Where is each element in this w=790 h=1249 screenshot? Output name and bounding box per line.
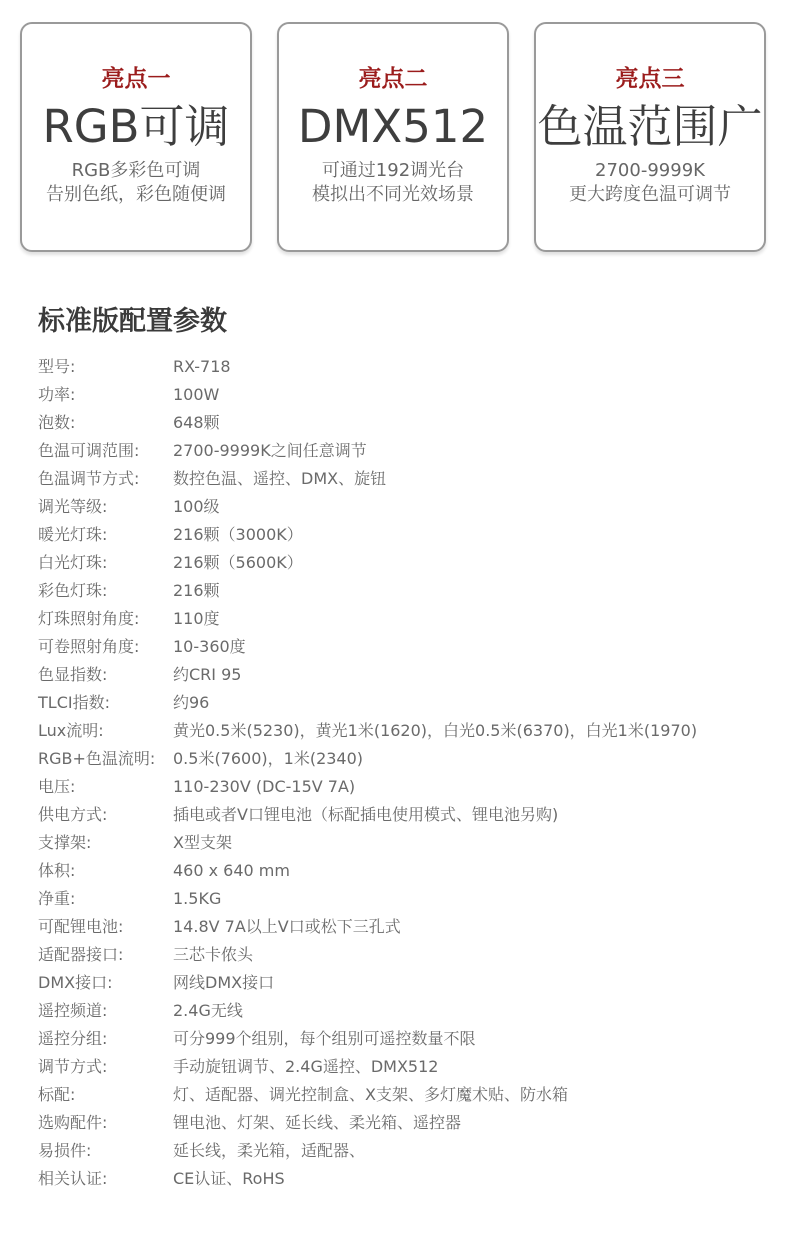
spec-value: 216颗（5600K） <box>173 553 303 572</box>
spec-label: 选购配件: <box>38 1113 108 1132</box>
spec-label: 功率: <box>38 385 76 404</box>
highlight-desc-line1: RGB多彩色可调 <box>71 160 201 181</box>
spec-label: 型号: <box>38 357 76 376</box>
spec-row <box>38 577 768 605</box>
spec-value: 约96 <box>173 693 210 712</box>
spec-value: 1.5KG <box>173 889 222 908</box>
highlight-tag: 亮点二 <box>358 66 428 92</box>
spec-row <box>38 521 768 549</box>
highlight-heading: RGB可调 <box>42 100 230 153</box>
spec-table <box>38 353 768 1193</box>
spec-value: 黄光0.5米(5230)，黄光1米(1620)，白光0.5米(6370)，白光1米(1970) <box>173 721 698 740</box>
spec-label: Lux流明: <box>38 721 104 740</box>
spec-row <box>38 913 768 941</box>
spec-value: 数控色温、遥控、DMX、旋钮 <box>173 469 387 488</box>
spec-row <box>38 1025 768 1053</box>
spec-label: 彩色灯珠: <box>38 581 108 600</box>
spec-label: 净重: <box>38 889 76 908</box>
spec-label: TLCI指数: <box>38 693 110 712</box>
spec-row <box>38 885 768 913</box>
spec-value: RX-718 <box>173 357 231 376</box>
spec-row <box>38 465 768 493</box>
spec-row <box>38 661 768 689</box>
spec-value: 110-230V (DC-15V 7A) <box>173 777 356 796</box>
spec-label: 暖光灯珠: <box>38 525 108 544</box>
spec-row <box>38 605 768 633</box>
spec-label: 可配锂电池: <box>38 917 124 936</box>
spec-value: 648颗 <box>173 413 220 432</box>
spec-row <box>38 717 768 745</box>
spec-row <box>38 1109 768 1137</box>
highlight-desc-line2: 告别色纸，彩色随便调 <box>46 184 226 205</box>
spec-value: 0.5米(7600)，1米(2340) <box>173 749 364 768</box>
highlight-desc-line2: 更大跨度色温可调节 <box>569 184 731 205</box>
spec-label: 调光等级: <box>38 497 108 516</box>
spec-value: 10-360度 <box>173 637 246 656</box>
spec-row <box>38 353 768 381</box>
spec-label: 可卷照射角度: <box>38 637 140 656</box>
spec-value: 灯、适配器、调光控制盒、X支架、多灯魔术贴、防水箱 <box>173 1085 568 1104</box>
spec-value: 2.4G无线 <box>173 1001 243 1020</box>
spec-row <box>38 549 768 577</box>
spec-value: 网线DMX接口 <box>173 973 275 992</box>
highlight-heading: 色温范围广 <box>537 100 763 153</box>
spec-value: 三芯卡侬头 <box>173 945 254 964</box>
spec-section-title: 标准版配置参数 <box>38 306 227 337</box>
spec-label: 灯珠照射角度: <box>38 609 140 628</box>
spec-label: 电压: <box>38 777 76 796</box>
spec-row <box>38 633 768 661</box>
spec-row <box>38 857 768 885</box>
highlight-heading: DMX512 <box>297 100 489 153</box>
highlight-desc-line2: 模拟出不同光效场景 <box>312 184 474 205</box>
highlight-card-dmx <box>277 22 509 252</box>
spec-row <box>38 1081 768 1109</box>
highlight-card-rgb <box>20 22 252 252</box>
spec-row <box>38 829 768 857</box>
spec-row <box>38 1053 768 1081</box>
spec-value: 可分999个组别，每个组别可遥控数量不限 <box>173 1029 476 1048</box>
spec-label: 遥控频道: <box>38 1001 108 1020</box>
spec-value: 插电或者V口锂电池（标配插电使用模式、锂电池另购) <box>173 805 559 824</box>
spec-row <box>38 969 768 997</box>
spec-value: 约CRI 95 <box>173 665 242 684</box>
spec-row <box>38 801 768 829</box>
spec-row <box>38 381 768 409</box>
spec-row <box>38 941 768 969</box>
spec-row <box>38 1165 768 1193</box>
highlight-tag: 亮点三 <box>615 66 685 92</box>
spec-value: 110度 <box>173 609 220 628</box>
spec-label: 易损件: <box>38 1141 92 1160</box>
spec-label: 适配器接口: <box>38 945 124 964</box>
spec-value: X型支架 <box>173 833 232 852</box>
spec-label: 标配: <box>38 1085 76 1104</box>
spec-value: 手动旋钮调节、2.4G遥控、DMX512 <box>173 1057 439 1076</box>
highlight-cards <box>20 22 770 256</box>
spec-row <box>38 493 768 521</box>
spec-value: 锂电池、灯架、延长线、柔光箱、遥控器 <box>173 1113 462 1132</box>
spec-label: 遥控分组: <box>38 1029 108 1048</box>
highlight-desc-line1: 可通过192调光台 <box>321 160 465 181</box>
spec-row <box>38 745 768 773</box>
spec-label: 调节方式: <box>38 1057 108 1076</box>
spec-row <box>38 773 768 801</box>
spec-row <box>38 437 768 465</box>
spec-value: 延长线，柔光箱，适配器、 <box>173 1141 366 1160</box>
spec-label: 支撑架: <box>38 833 92 852</box>
spec-label: 色温调节方式: <box>38 469 140 488</box>
spec-row <box>38 689 768 717</box>
spec-label: 供电方式: <box>38 805 108 824</box>
spec-value: 14.8V 7A以上V口或松下三孔式 <box>173 917 401 936</box>
spec-value: 216颗 <box>173 581 220 600</box>
spec-label: 体积: <box>38 861 76 880</box>
highlight-tag: 亮点一 <box>101 66 171 92</box>
spec-row <box>38 409 768 437</box>
spec-row <box>38 1137 768 1165</box>
spec-label: RGB+色温流明: <box>38 749 156 768</box>
spec-value: CE认证、RoHS <box>173 1169 285 1188</box>
spec-value: 100级 <box>173 497 220 516</box>
spec-label: 泡数: <box>38 413 76 432</box>
spec-label: 色温可调范围: <box>38 441 140 460</box>
spec-value: 100W <box>173 385 220 404</box>
spec-value: 460 x 640 mm <box>173 861 290 880</box>
highlight-desc-line1: 2700-9999K <box>595 160 705 181</box>
spec-label: DMX接口: <box>38 973 113 992</box>
spec-label: 白光灯珠: <box>38 553 108 572</box>
spec-row <box>38 997 768 1025</box>
highlight-card-color-temp <box>534 22 766 252</box>
spec-label: 相关认证: <box>38 1169 108 1188</box>
spec-value: 2700-9999K之间任意调节 <box>173 441 367 460</box>
spec-value: 216颗（3000K） <box>173 525 303 544</box>
spec-label: 色显指数: <box>38 665 108 684</box>
